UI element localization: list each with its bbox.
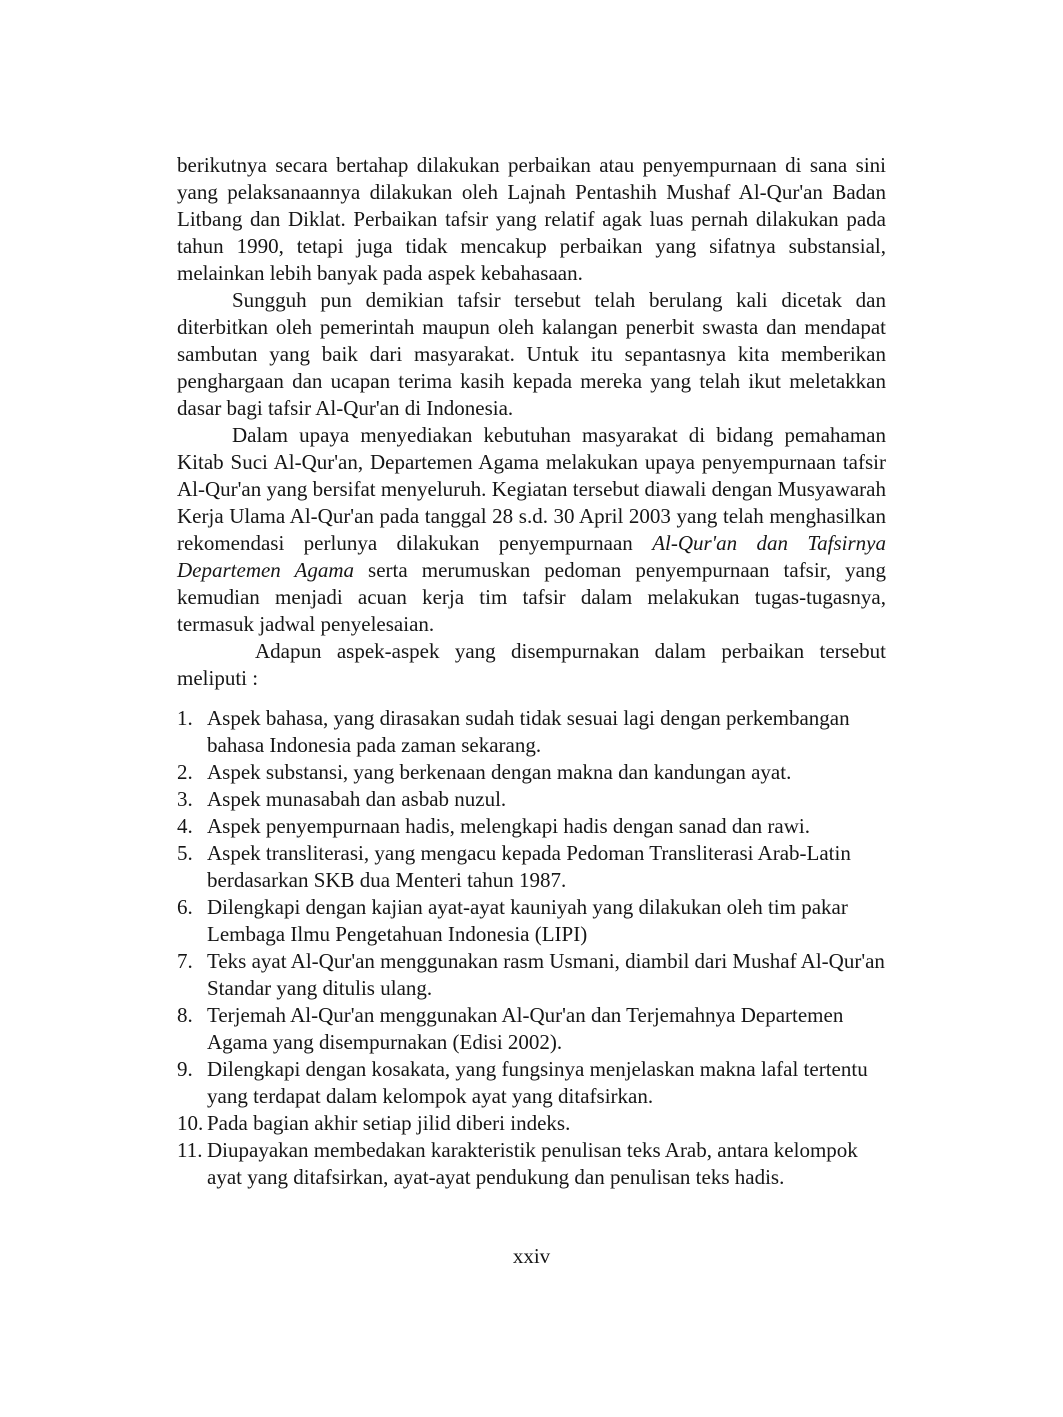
list-item-text: Dilengkapi dengan kosakata, yang fungsinya menjelaskan makna lafal tertentu yang terdapat dalam kelompok ayat yang ditafsirkan. <box>207 1057 868 1108</box>
list-item <box>177 813 886 840</box>
list-item-number: 7. <box>177 949 193 973</box>
list-item-number: 11. <box>177 1138 203 1162</box>
list-item <box>177 759 886 786</box>
list-item <box>177 786 886 813</box>
list-item <box>177 1056 886 1110</box>
list-item <box>177 1137 886 1191</box>
paragraph-4-list-intro: Adapun aspek-aspek yang disempurnakan dalam perbaikan tersebut meliputi : <box>177 639 886 690</box>
numbered-list <box>177 705 886 1191</box>
list-item-text: Terjemah Al-Qur'an menggunakan Al-Qur'an dan Terjemahnya Departemen Agama yang disempurnakan (Edisi 2002). <box>207 1003 844 1054</box>
list-item-number: 2. <box>177 760 193 784</box>
list-item-text: Aspek bahasa, yang dirasakan sudah tidak sesuai lagi dengan perkembangan bahasa Indonesia pada zaman sekarang. <box>207 706 850 757</box>
list-item <box>177 948 886 1002</box>
list-item-text: Aspek substansi, yang berkenaan dengan makna dan kandungan ayat. <box>207 760 792 784</box>
list-item <box>177 1002 886 1056</box>
list-item <box>177 840 886 894</box>
paragraph-3-italic-title: Al-Qur'an dan Tafsirnya Departemen Agama <box>177 531 887 582</box>
list-item-number: 5. <box>177 841 193 865</box>
list-item-number: 3. <box>177 787 193 811</box>
list-item-number: 10. <box>177 1111 204 1135</box>
list-item-number: 1. <box>177 706 193 730</box>
paragraph-2: Sungguh pun demikian tafsir tersebut telah berulang kali dicetak dan diterbitkan oleh pemerintah maupun oleh kalangan penerbit swasta dan mendapat sambutan yang baik dari masyarakat. Untuk itu sepantasnya kita memberikan penghargaan dan ucapan terima kasih kepada mereka yang telah ikut meletakkan dasar bagi tafsir Al-Qur'an di Indonesia. <box>177 288 886 420</box>
list-item-text: Teks ayat Al-Qur'an menggunakan rasm Usmani, diambil dari Mushaf Al-Qur'an Standar yang ditulis ulang. <box>207 949 885 1000</box>
paragraph-3-text: Dalam upaya menyediakan kebutuhan masyarakat di bidang pemahaman Kitab Suci Al-Qur'an, Departemen Agama melakukan upaya penyempurnaan tafsir Al-Qur'an yang bersifat menyeluruh. Kegiatan tersebut diawali dengan Musyawarah Kerja Ulama Al-Qur'an pada tanggal 28 s.d. 30 April 2003 yang telah menghasilkan rekomendasi perlunya dilakukan penyempurnaan <box>177 423 886 555</box>
list-item-text: Diupayakan membedakan karakteristik penulisan teks Arab, antara kelompok ayat yang ditafsirkan, ayat-ayat pendukung dan penulisan teks hadis. <box>207 1138 858 1189</box>
paragraph-3-text-continued: serta merumuskan pedoman penyempurnaan tafsir, yang kemudian menjadi acuan kerja tim tafsir dalam melakukan tugas-tugasnya, termasuk jadwal penyelesaian. <box>177 558 886 636</box>
paragraph-3 <box>177 422 886 638</box>
list-item-number: 8. <box>177 1003 193 1027</box>
list-item <box>177 705 886 759</box>
list-item-number: 9. <box>177 1057 193 1081</box>
page-number: xxiv <box>512 1244 551 1268</box>
list-item-text: Aspek transliterasi, yang mengacu kepada Pedoman Transliterasi Arab-Latin berdasarkan SKB dua Menteri tahun 1987. <box>207 841 851 892</box>
list-item-text: Aspek penyempurnaan hadis, melengkapi hadis dengan sanad dan rawi. <box>207 814 810 838</box>
list-item <box>177 894 886 948</box>
list-item-text: Dilengkapi dengan kajian ayat-ayat kauniyah yang dilakukan oleh tim pakar Lembaga Ilmu Pengetahuan Indonesia (LIPI) <box>207 895 848 946</box>
list-item-number: 4. <box>177 814 193 838</box>
list-item-text: Aspek munasabah dan asbab nuzul. <box>207 787 507 811</box>
paragraph-1: berikutnya secara bertahap dilakukan perbaikan atau penyempurnaan di sana sini yang pelaksanaannya dilakukan oleh Lajnah Pentashih Mushaf Al-Qur'an Badan Litbang dan Diklat. Perbaikan tafsir yang relatif agak luas pernah dilakukan pada tahun 1990, tetapi juga tidak mencakup perbaikan yang sifatnya substansial, melainkan lebih banyak pada aspek kebahasaan. <box>177 153 886 285</box>
list-item-text: Pada bagian akhir setiap jilid diberi indeks. <box>207 1111 571 1135</box>
list-item <box>177 1110 886 1137</box>
list-item-number: 6. <box>177 895 193 919</box>
